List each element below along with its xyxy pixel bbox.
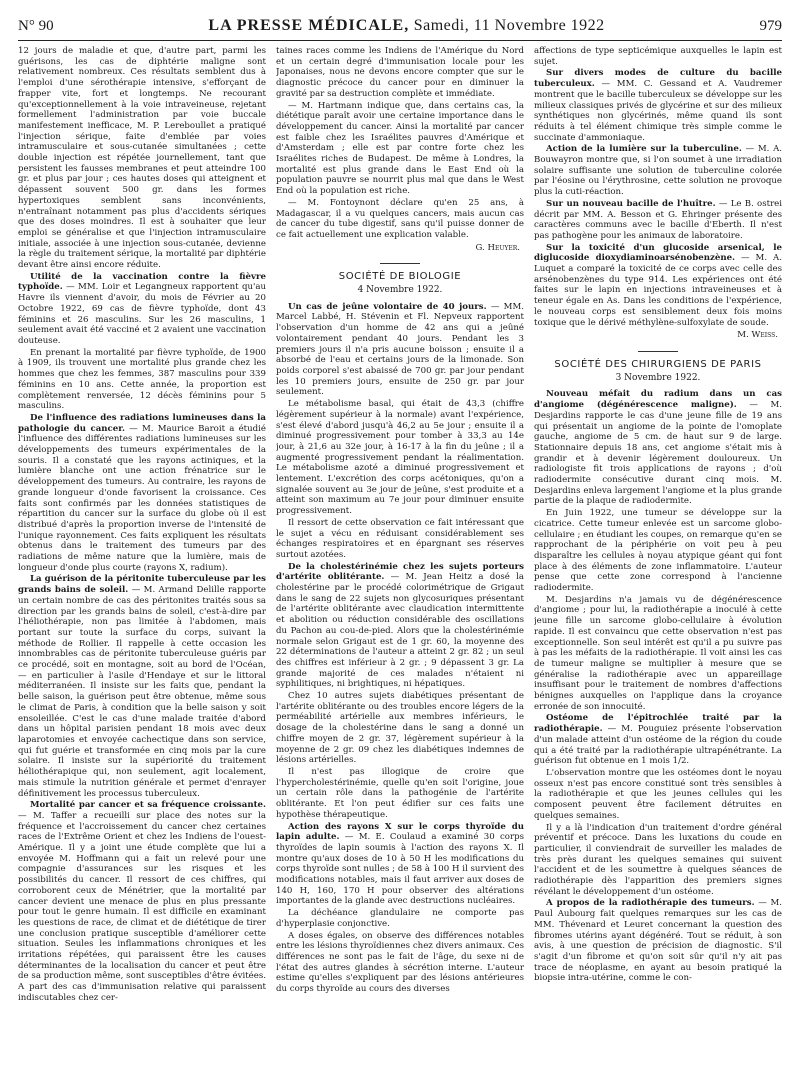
paragraph: En Juin 1922, une tumeur se développe sur la cicatrice. Cette tumeur enlevée est un sarcome globo-cellulaire ; en étudiant les coupes, on remarque qu'en se rapprochant de la périphérie on voit peu à peu disparaître les cellules à noyau atypique géant qui font place à des éléments de zone inflammatoire. L'auteur pense que cette zone correspond à l'ancienne radiodermite.	[534, 508, 782, 594]
paragraph: Action des rayons X sur le corps thyroïde du lapin adulte. — M. E. Coulaud a examiné 30 corps thyroïdes de lapin soumis à l'action des rayons X. Il montre qu'aux doses de 10 à 50 H les modifications du corps thyroïde sont nulles ; de 58 à 100 H il survient des modifications notables, mais il faut arriver aux doses de 140 H, 160, 170 H pour observer des altérations importantes de la glande avec destructions nucléaires.	[276, 821, 524, 907]
issue-date: Samedi, 11 Novembre 1922	[413, 17, 605, 34]
paragraph: De l'influence des radiations lumineuses dans la pathologie du cancer. — M. Maurice Baroit a étudié l'influence des différentes radiations lumineuses sur les développements des tumeurs expérimentales de la souris. Il a constaté que les rayons actiniques, et la lumière blanche ont une action frénatrice sur le développement des tumeurs. Au contraire, les rayons de grande longueur d'onde favorisent la croissance. Ces faits sont confirmés par les données statistiques de répartition du cancer sur la surface du globe où il est distribué d'après la proportion inverse de l'intensité de l'unique rayonnement. Ces faits expliquent les résultats obtenus dans le traitement des tumeurs par des radiations de même nature que la lumière, mais de longueur d'onde plus courte (rayons X, radium).	[18, 412, 266, 573]
article-heading: Sur un nouveau bacille de l'huître.	[546, 198, 716, 209]
section-title: SOCIÉTÉ DE BIOLOGIE	[276, 263, 524, 283]
paragraph: La guérison de la péritonite tuberculeuse par les grands bains de soleil. — M. Armand Delille rapporte un certain nombre de cas des péritonites traités sous sa direction par les grands bains de soleil, c'est-à-dire par l'héliothérapie, non pas limitée à l'abdomen, mais portant sur toute la surface du corps, suivant la méthode de Rollier. Il rappelle à cette occasion les innombrables cas de péritonite tuberculeuse guéris par ce procédé, soit en montagne, soit au bord de l'Océan, — en particulier à l'asile d'Hendaye et sur le littoral méditerranéen. Il insiste sur les faits que, pendant la belle saison, la guérison peut être obtenue, même sous le climat de Paris, à condition que la belle saison y soit ensoleillée. C'est le cas d'une malade traitée d'abord dans un hôpital parisien pendant 18 mois avec deux laparotomies et envoyée cachectique dans son service, qui fut guérie et transformée en cinq mois par la cure solaire. Il insiste sur la supériorité du traitement héliothérapique qui, non seulement, agit localement, mais stimule la nutrition générale et permet d'enrayer définitivement les processus tuberculeux.	[18, 574, 266, 799]
paragraph: Sur divers modes de culture du bacille tuberculeux. — MM. C. Gessand et A. Vaudremer montrent que le bacille tuberculeux se développe sur les milieux classiques privés de glycérine et sur des milieux synthétiques non glycérinés, même quand ils sont réduits à tel élément chimique très simple comme le succinate d'ammoniaque.	[534, 68, 782, 143]
article-heading: Utilité de la vaccination contre la fièvre typhoïde.	[18, 271, 266, 293]
column-1	[18, 46, 266, 1078]
column-3	[534, 46, 782, 1078]
paragraph: affections de type septicémique auxquelles le lapin est sujet.	[534, 46, 782, 67]
issue-number: N° 90	[18, 17, 54, 34]
masthead	[208, 17, 604, 35]
column-2	[276, 46, 524, 1078]
paragraph: Nouveau méfait du radium dans un cas d'angiome (dégénérescence maligne). — M. Desjardins rapporte le cas d'une jeune fille de 19 ans qui présentait un angiome de la pointe de l'omoplate gauche, angiome de 5 cm. de haut sur 9 de large. Stationnaire depuis 18 ans, cet angiome s'était mis à grandir et à devenir légèrement douloureux. Un radiologiste fit trois applications de rayons ; d'où radiodermite consécutive durant cinq mois. M. Desjardins enleva largement l'angiome et la plus grande partie de la plaque de radiodermite.	[534, 389, 782, 507]
article-heading: A propos de la radiothérapie des tumeurs.	[546, 898, 755, 909]
paragraph: — M. Fontoynont déclare qu'en 25 ans, à Madagascar, il a vu quelques cancers, mais aucun cas de cancer du tube digestif, sans qu'il puisse donner de ce fait actuellement une explication valable.	[276, 197, 524, 240]
signature: G. Heuyer.	[475, 242, 520, 253]
article-heading: Mortalité par cancer et sa fréquence croissante.	[30, 800, 266, 811]
section-title: SOCIÉTÉ DES CHIRURGIENS DE PARIS	[534, 351, 782, 371]
paragraph: Sur un nouveau bacille de l'huître. — Le B. ostrei décrit par MM. A. Besson et G. Ehringer présente des caractères communs avec le bacille d'Eberth. Il n'est pas pathogène pour les animaux de laboratoire.	[534, 198, 782, 241]
paragraph: Un cas de jeûne volontaire de 40 jours. — MM. Marcel Labbé, H. Stévenin et Fl. Nepveux rapportent l'observation d'un homme de 42 ans qui a jeûné volontairement pendant 40 jours. Pendant les 3 premiers jours il n'a pris aucune boisson ; ensuite il a absorbé de l'eau et certains jours de la limonade. Son poids corporel s'est abaissé de 700 gr. par jour pendant les 10 premiers jours, ensuite de 250 gr. par jour seulement.	[276, 301, 524, 398]
paragraph: Il n'est pas illogique de croire que l'hypercholestérinémie, quelle qu'en soit l'origine, joue un certain rôle dans la pathogénie de l'artérite oblitérante. Et l'on peut édifier sur ces faits une hypothèse thérapeutique.	[276, 767, 524, 820]
article-columns	[18, 46, 782, 1078]
article-heading: De la cholestérinémie chez les sujets porteurs d'artérite oblitérante.	[276, 561, 524, 583]
article-heading: Sur divers modes de culture du bacille tuberculeux.	[534, 68, 782, 90]
page-header	[18, 12, 782, 41]
page-number: 979	[759, 17, 782, 34]
paragraph: M. Desjardins n'a jamais vu de dégénérescence d'angiome ; pour lui, la radiothérapie a inoculé à cette jeune fille un sarcome globo-cellulaire à évolution rapide. Il est convaincu que cette observation n'est pas exceptionnelle. Son seul intérêt est qu'il a pu suivre pas à pas les méfaits de la radiothérapie. Il voit ainsi les cas de tumeur maligne se multiplier à mesure que se généralise la radiothérapie avec un appareillage insuffisant pour le traitement de nombres d'affections bénignes auxquelles on l'applique dans la croyance erronée de son innocuité.	[534, 594, 782, 712]
paragraph: Action de la lumière sur la tuberculine. — M. A. Bouwayron montre que, si l'on soumet à une irradiation solaire suffisante une solution de tuberculine colorée par l'éosine ou l'érythrosine, cette solution ne provoque plus la cuti-réaction.	[534, 144, 782, 198]
article-heading: La guérison de la péritonite tuberculeuse par les grands bains de soleil.	[18, 574, 266, 596]
paragraph: — M. Hartmann indique que, dans certains cas, la diététique paraît avoir une certaine importance dans le développement du cancer. Ainsi la mortalité par cancer est faible chez les Israélites pauvres d'Amérique et d'Amsterdam ; elle est par contre forte chez les Israélites riches de Budapest. De même à Londres, la mortalité est plus grande dans le East End où la population pauvre se nourrit plus mal que dans le West End où la population est riche.	[276, 100, 524, 197]
paragraph: A propos de la radiothérapie des tumeurs. — M. Paul Aubourg fait quelques remarques sur les cas de MM. Thévenard et Leuret concernant la question des fibromes utérins ayant dégénéré. Tout se réduit, à son avis, à une question de précision de diagnostic. S'il s'agit d'un fibrome et qu'on soit sûr qu'il n'y ait pas trace de néoplasme, en ayant au besoin pratiqué la biopsie intra-utérine, comme le con-	[534, 898, 782, 984]
signature: M. Weiss.	[737, 330, 778, 341]
paragraph: Mortalité par cancer et sa fréquence croissante. — M. Taffer a recueilli sur place des notes sur la fréquence et l'accroissement du cancer chez certaines races de l'Extrême Orient et chez les Indiens de l'ouest-Amérique. Il y a joint une étude complète que lui a envoyée M. Hoffmann qui a fait un relevé pour une compagnie d'assurances sur les risques et les possibilités du cancer. Il ressort de ces chiffres, qui corroborent ceux de Ménétrier, que la mortalité par cancer devient une menace de plus en plus pressante pour tout le genre humain. Il est difficile en examinant les questions de race, de climat et de diététique de tirer une conclusion pratique susceptible d'améliorer cette situation. Seules les inflammations chroniques et les irritations répétées, qui paraissent être les causes déterminantes de la localisation du cancer et peut être de sa production même, sont susceptibles d'être évitées. A part des cas d'immunisation relative qui paraissent indiscutables chez cer-	[18, 800, 266, 1003]
paragraph: 12 jours de maladie et que, d'autre part, parmi les guérisons, les cas de diphtérie maligne sont relativement nombreux. Ces résultats semblent dus à l'emploi d'une sérothérapie intensive, s'efforçant de frapper vite, fort et longtemps. Ne recourant qu'exceptionnellement à la voie intraveineuse, rejetant formellement l'administration par voie buccale manifestement inefficace, M. P. Lereboullet a pratiqué l'injection sérique, faite d'emblée par voies intramusculaire et sous-cutanée simultanées ; cette double injection est répétée journellement, tant que persistent les fausses membranes et peut atteindre 100 gr. et plus par jour ; ces hautes doses qui atteignent et dépassent souvent 500 gr. dans les formes hypertoxiques semblent sans inconvénients, n'entraînant notamment pas plus d'accidents sériques que des doses moindres. Il est à souhaiter que leur emploi se généralise et que l'injection intramusculaire initiale, associée à une injection sous-cutanée, devienne la règle du traitement sérique, la mortalité par diphtérie devant être ainsi encore réduite.	[18, 46, 266, 271]
paragraph: En prenant la mortalité par fièvre typhoïde, de 1900 à 1909, ils trouvent une mortalité plus grande chez les hommes que chez les femmes, 387 masculins pour 339 féminins en 10 ans. Cette année, la proportion est complètement renversée, 12 décès féminins pour 5 masculins.	[18, 347, 266, 412]
paragraph: Sur la toxicité d'un glucoside arsenical, le diglucoside dioxydiaminoarsénobenzène. — M. A. Luquet a comparé la toxicité de ce corps avec celle des arsénobenzènes du type 914. Les expériences ont été faites sur le lapin en injections intraveineuses et à teneur égale en As. Dans les conditions de l'expérience, le nouveau corps est sensiblement deux fois moins toxique que le dérivé méthylène-sulfoxylate de soude.	[534, 242, 782, 328]
paragraph: Il y a là l'indication d'un traitement d'ordre général préventif et précoce. Dans les luxations du coude en particulier, il conviendrait de surveiller les malades de très près durant les quelques semaines qui suivent l'accident et de les soumettre à quelques séances de radiothérapie dès l'apparition des premiers signes révélant le développement d'un ostéome.	[534, 822, 782, 897]
section-date: 3 Novembre 1922.	[615, 372, 701, 383]
section-date: 4 Novembre 1922.	[357, 285, 443, 296]
paragraph: Le métabolisme basal, qui était de 43,3 (chiffre légèrement supérieur à la normale) avant l'expérience, s'est élevé d'abord jusqu'à 46,2 au 5e jour ; ensuite il a diminué progressivement pour tomber à 33,3 au 14e jour, à 21,6 au 32e jour, à 16-17 à la fin du jeûne ; il a augmenté progressivement pendant la réalimentation. Le métabolisme azoté a diminué progressivement et lentement. L'excrétion des corps acétoniques, qu'on a signalée souvent au 3e jour de jeûne, s'est produite et a atteint son maximum au 7e jour pour diminuer ensuite progressivement.	[276, 399, 524, 517]
paragraph: Utilité de la vaccination contre la fièvre typhoïde. — MM. Loir et Legangneux rapportent qu'au Havre ils viennent d'avoir, du mois de Février au 20 Octobre 1922, 69 cas de fièvre typhoïde, dont 43 féminins et 26 masculins. Sur les 26 masculins, 1 seulement avait été vacciné et 2 avaient une vaccination douteuse.	[18, 271, 266, 346]
article-heading: De l'influence des radiations lumineuses dans la pathologie du cancer.	[18, 412, 266, 434]
paragraph: Chez 10 autres sujets diabétiques présentant de l'artérite oblitérante ou des troubles encore légers de la perméabilité artérielle aux membres inférieurs, le dosage de la cholestérine dans le sang a donné un chiffre moyen de 2 gr. 37, légèrement supérieur à la moyenne de 2 gr. 09 chez les diabétiques indemnes de lésions artérielles.	[276, 691, 524, 766]
article-heading: Un cas de jeûne volontaire de 40 jours.	[288, 301, 487, 312]
paragraph: taines races comme les Indiens de l'Amérique du Nord et un certain degré d'immunisation locale pour les Japonaises, nous ne devons encore compter que sur le diagnostic précoce du cancer pour en diminuer la gravité par sa destruction complète et immédiate.	[276, 46, 524, 99]
paragraph: De la cholestérinémie chez les sujets porteurs d'artérite oblitérante. — M. Jean Heitz a dosé la cholestérine par le procédé colorimétrique de Grigaut dans le sang de 22 sujets non glycosuriques présentant de l'artérite oblitérante avec claudication intermittente et abolition ou réduction considérable des oscillations du Pachon au cou-de-pied. Alors que la cholestérinémie normale selon Grigaut est de 1 gr. 60, la moyenne des 22 déterminations de l'auteur a atteint 2 gr. 82 ; un seul des chiffres est inférieur à 2 gr. ; 9 dépassent 3 gr. La grande majorité de ces malades n'étaient ni syphilitiques, ni brightiques, ni hépatiques.	[276, 561, 524, 690]
journal-title: LA PRESSE MÉDICALE,	[208, 17, 410, 34]
paragraph: La déchéance glandulaire ne comporte pas d'hyperplasie conjonctive.	[276, 908, 524, 929]
paragraph: Ostéome de l'épitrochlée traité par la radiothérapie. — M. Pouguiez présente l'observation d'un malade atteint d'un ostéome de la région du coude qui a été traité par la radiothérapie ultrapénétrante. La guérison fut obtenue en 1 mois 1/2.	[534, 713, 782, 767]
article-heading: Ostéome de l'épitrochlée traité par la radiothérapie.	[534, 713, 782, 735]
paragraph: L'observation montre que les ostéomes dont le noyau osseux n'est pas encore constitué sont très sensibles à la radiothérapie et que les jeunes cellules qui les composent peuvent être facilement détruites en quelques semaines.	[534, 768, 782, 821]
article-heading: Action de la lumière sur la tuberculine.	[546, 144, 742, 155]
paragraph: Il ressort de cette observation ce fait intéressant que le sujet a vécu en réduisant considérablement ses échanges respiratoires et en épargnant ses réserves surtout azotées.	[276, 517, 524, 560]
article-heading: Nouveau méfait du radium dans un cas d'angiome (dégénérescence maligne).	[534, 389, 782, 411]
article-heading: Sur la toxicité d'un glucoside arsenical, le diglucoside dioxydiaminoarsénobenzène.	[534, 242, 782, 264]
paragraph: A doses égales, on observe des différences notables entre les lésions thyroïdiennes chez divers animaux. Ces différences ne sont pas le fait de l'âge, du sexe ni de l'état des autres glandes à sécrétion interne. L'auteur estime qu'elles s'expliquent par des lésions antérieures du corps thyroïde au cours des diverses	[276, 930, 524, 995]
article-heading: Action des rayons X sur le corps thyroïde du lapin adulte.	[276, 821, 524, 843]
